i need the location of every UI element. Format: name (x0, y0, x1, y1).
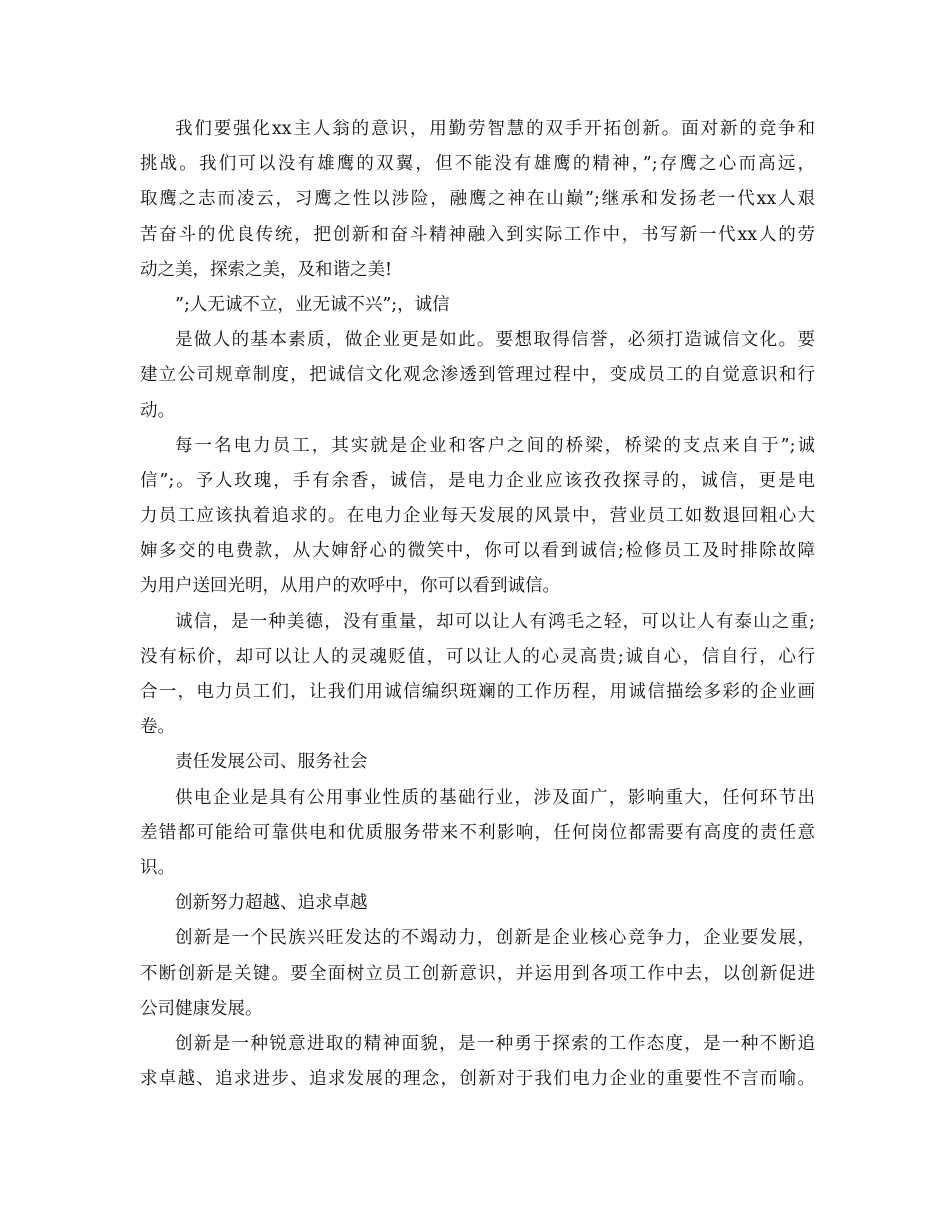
text-line: 力员工应该执着追求的。在电力企业每天发展的风景中，营业员工如数退回粗心大 (140, 506, 815, 527)
section-heading: 创新努力超越、追求卓越 (175, 893, 368, 914)
text-line: 我们要强化xx主人翁的意识，用勤劳智慧的双手开拓创新。面对新的竞争和 (175, 119, 815, 139)
text-line: 动。 (140, 400, 175, 421)
text-line: 取鹰之志而凌云，习鹰之性以涉险，融鹰之神在山巅”;继承和发扬老一代xx人艰 (140, 189, 815, 210)
text-line: 求卓越、追求进步、追求发展的理念，创新对于我们电力企业的重要性不言而喻。 (140, 1069, 815, 1090)
text-line: 卷。 (140, 717, 175, 738)
text-line: 建立公司规章制度，把诚信文化观念渗透到管理过程中，变成员工的自觉意识和行 (140, 365, 815, 386)
text-line: 合一，电力员工们，让我们用诚信编织斑斓的工作历程，用诚信描绘多彩的企业画 (140, 682, 815, 702)
text-line: 动之美，探索之美，及和谐之美! (140, 259, 393, 280)
document-body (140, 112, 815, 1097)
text-line: 创新是一种锐意进取的精神面貌，是一种勇于探索的工作态度，是一种不断追 (175, 1033, 815, 1054)
text-line: 没有标价，却可以让人的灵魂贬值，可以让人的心灵高贵;诚自心，信自行，心行 (140, 646, 815, 667)
text-line: 苦奋斗的优良传统，把创新和奋斗精神融入到实际工作中，书写新一代xx人的劳 (140, 224, 815, 245)
text-line: 差错都可能给可靠供电和优质服务带来不利影响，任何岗位都需要有高度的责任意 (140, 822, 815, 843)
text-line: 公司健康发展。 (140, 998, 263, 1019)
text-line: 是做人的基本素质，做企业更是如此。要想取得信誉，必须打造诚信文化。要 (175, 330, 815, 351)
text-line: 信”;。予人玫瑰，手有余香，诚信，是电力企业应该孜孜探寻的，诚信，更是电 (140, 470, 815, 491)
text-line: 供电企业是具有公用事业性质的基础行业，涉及面广，影响重大，任何环节出 (175, 787, 815, 808)
text-line: 诚信，是一种美德，没有重量，却可以让人有鸿毛之轻，可以让人有泰山之重; (175, 611, 815, 632)
text-line: 挑战。我们可以没有雄鹰的双翼，但不能没有雄鹰的精神，”;存鹰之心而高远， (140, 154, 815, 175)
text-line: 婶多交的电费款，从大婶舒心的微笑中，你可以看到诚信;检修员工及时排除故障 (140, 541, 815, 562)
section-heading: 责任发展公司、服务社会 (175, 752, 368, 773)
text-line: 每一名电力员工，其实就是企业和客户之间的桥梁，桥梁的支点来自于”;诚 (175, 435, 815, 456)
text-line: 创新是一个民族兴旺发达的不竭动力，创新是企业核心竞争力，企业要发展， (175, 928, 815, 949)
text-line: 为用户送回光明，从用户的欢呼中，你可以看到诚信。 (140, 576, 560, 597)
text-line: ”;人无诚不立，业无诚不兴”;，诚信 (175, 294, 450, 315)
text-line: 识。 (140, 857, 175, 878)
text-line: 不断创新是关键。要全面树立员工创新意识，并运用到各项工作中去，以创新促进 (140, 963, 815, 984)
